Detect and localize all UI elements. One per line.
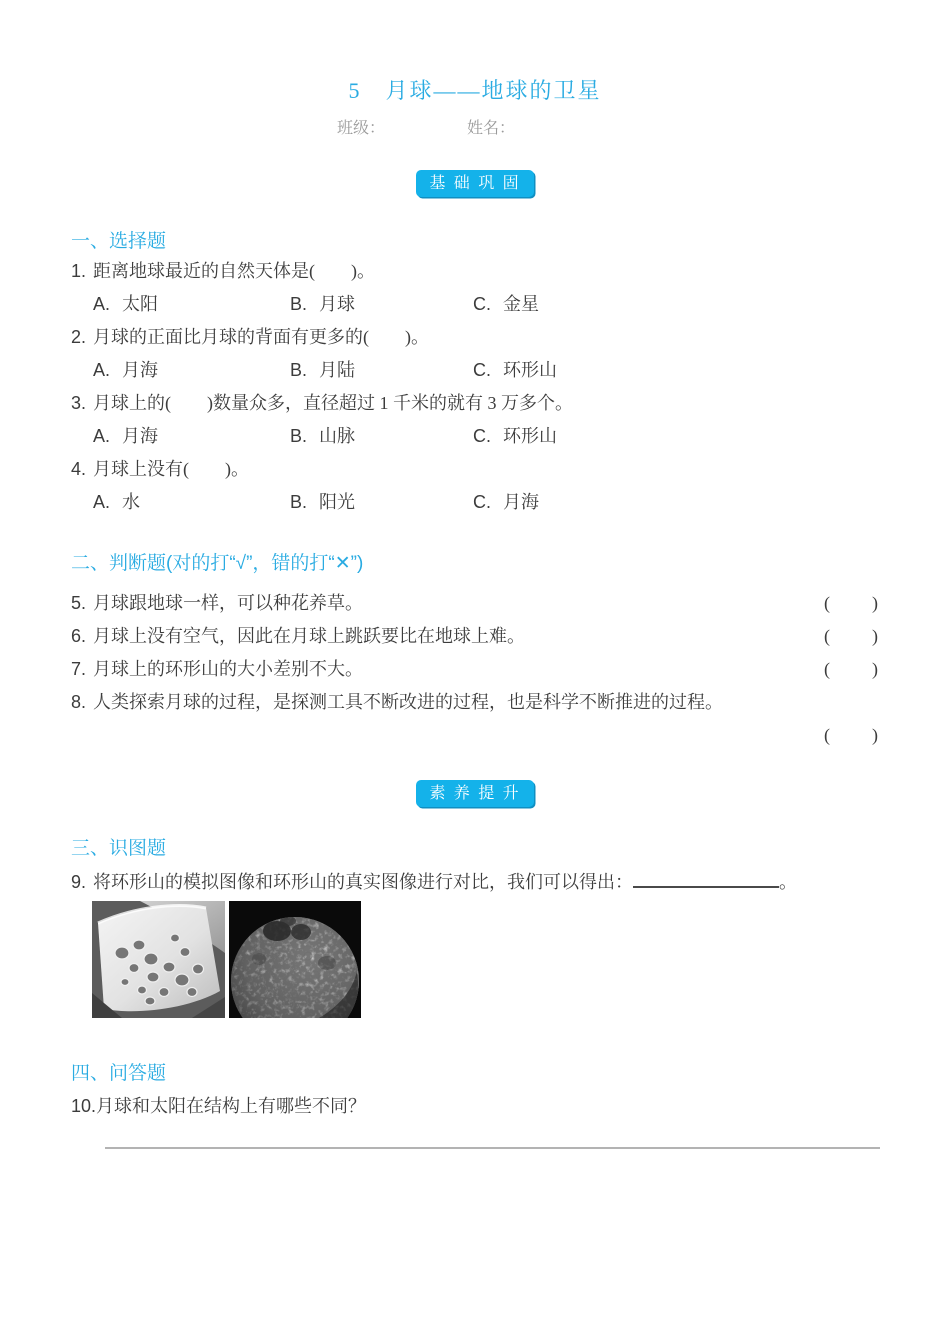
option-3c: C. 环形山 (473, 426, 557, 446)
question-3 (0, 387, 950, 420)
question-5 (0, 587, 950, 620)
question-1-text: 距离地球最近的自然天体是( )。 (93, 261, 375, 281)
class-label: 班级： (337, 120, 386, 137)
question-10-answer-line (105, 1147, 880, 1149)
question-1-number: 1. (71, 261, 87, 281)
question-1 (0, 255, 950, 288)
question-7-body (71, 653, 363, 686)
option-1a: A. 太阳 (93, 294, 159, 314)
question-8-answer-parentheses: ( ) (824, 725, 880, 745)
option-4b: B. 阳光 (290, 492, 356, 512)
section-heading-choice: 一、选择题 (71, 231, 167, 252)
question-8-number: 8. (71, 692, 87, 712)
option-3b: B. 山脉 (290, 426, 356, 446)
question-10-text: 月球和太阳在结构上有哪些不同？ (96, 1096, 367, 1116)
question-7-number: 7. (71, 659, 87, 679)
question-3-options (0, 420, 950, 453)
question-5-answer-parentheses: ( ) (824, 593, 880, 613)
option-2b: B. 月陆 (290, 360, 356, 380)
question-6-answer-parentheses: ( ) (824, 626, 880, 646)
question-2-text: 月球的正面比月球的背面有更多的( )。 (93, 327, 429, 347)
question-4-number: 4. (71, 459, 87, 479)
section-heading-judge: 二、判断题(对的打“√”，错的打“✕”) (71, 553, 364, 574)
option-4a: A. 水 (93, 492, 141, 512)
question-8-text: 人类探索月球的过程，是探测工具不断改进的过程，也是科学不断推进的过程。 (93, 692, 723, 712)
question-10-number: 10. (71, 1096, 97, 1116)
question-6-text: 月球上没有空气，因此在月球上跳跃要比在地球上难。 (93, 626, 525, 646)
option-1b: B. 月球 (290, 294, 356, 314)
judge-questions (0, 587, 950, 752)
question-9-number: 9. (71, 872, 87, 892)
crater-model-image (92, 901, 225, 1018)
question-1-options (0, 288, 950, 321)
question-3-text: 月球上的( )数量众多，直径超过 1 千米的就有 3 万多个。 (93, 393, 573, 413)
question-9-text-end: 。 (779, 872, 797, 892)
section-heading-picture: 三、识图题 (71, 838, 167, 859)
option-2a: A. 月海 (93, 360, 159, 380)
question-2-options (0, 354, 950, 387)
question-7-answer-parentheses: ( ) (824, 659, 880, 679)
option-4c: C. 月海 (473, 492, 539, 512)
option-2c: C. 环形山 (473, 360, 557, 380)
question-5-text: 月球跟地球一样，可以种花养草。 (93, 593, 363, 613)
question-7-text: 月球上的环形山的大小差别不大。 (93, 659, 363, 679)
student-info-row (0, 118, 950, 140)
question-4 (0, 453, 950, 486)
option-3a: A. 月海 (93, 426, 159, 446)
question-6-body (71, 620, 525, 653)
question-5-number: 5. (71, 593, 87, 613)
question-7 (0, 653, 950, 686)
question-9-answer-blank (633, 866, 779, 888)
question-4-options (0, 486, 950, 519)
question-8 (0, 686, 950, 719)
badge-basic-consolidation: 基 础 巩 固 (416, 170, 533, 197)
section-heading-qa: 四、问答题 (71, 1063, 167, 1084)
question-2-number: 2. (71, 327, 87, 347)
question-2 (0, 321, 950, 354)
option-1c: C. 金星 (473, 294, 539, 314)
question-6-number: 6. (71, 626, 87, 646)
question-9 (0, 866, 950, 899)
moon-photo-image (229, 901, 361, 1018)
question-5-body (71, 587, 363, 620)
question-10 (0, 1090, 950, 1123)
page-title: 5 月球——地球的卫星 (348, 78, 602, 103)
crater-figures (0, 901, 950, 1018)
question-6 (0, 620, 950, 653)
name-label: 姓名： (467, 120, 516, 137)
question-9-text: 将环形山的模拟图像和环形山的真实图像进行对比，我们可以得出： (93, 872, 633, 892)
question-4-text: 月球上没有( )。 (93, 459, 249, 479)
question-3-number: 3. (71, 393, 87, 413)
badge-literacy-improvement: 素 养 提 升 (416, 780, 533, 807)
